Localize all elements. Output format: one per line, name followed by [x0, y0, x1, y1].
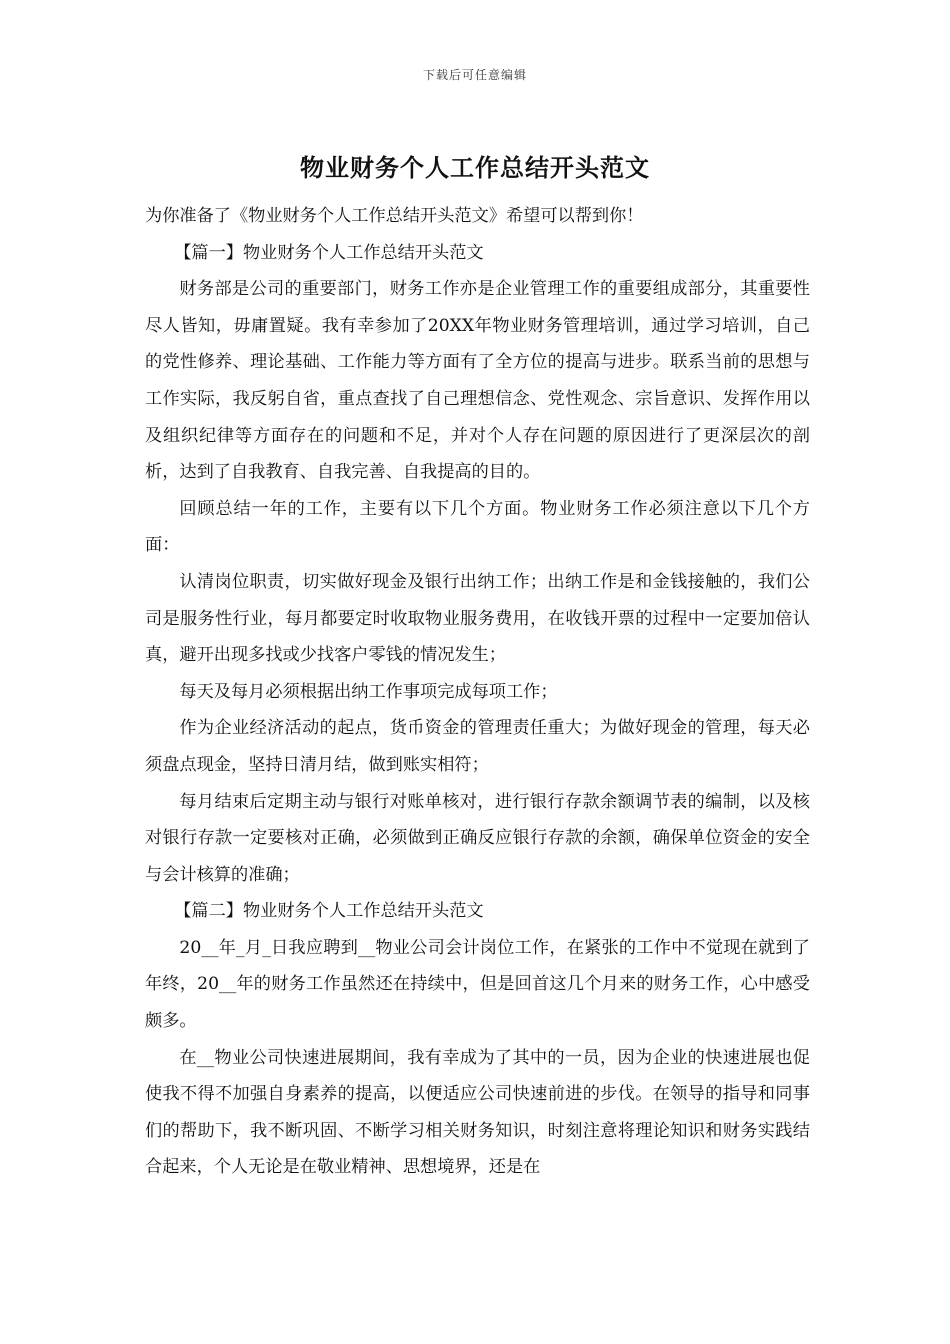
section-heading-1: 【篇一】物业财务个人工作总结开头范文 — [174, 242, 484, 263]
body-paragraph: 回顾总结一年的工作，主要有以下几个方面。物业财务工作必须注意以下几个方面： — [145, 498, 810, 556]
page-header-note: 下载后可任意编辑 — [422, 68, 527, 82]
intro-paragraph: 为你准备了《物业财务个人工作总结开头范文》希望可以帮到你！ — [145, 206, 644, 226]
body-paragraph: 作为企业经济活动的起点，货币资金的管理责任重大；为做好现金的管理，每天必须盘点现金，坚持日清月结，做到账实相符； — [145, 718, 810, 775]
body-paragraph: 财务部是公司的重要部门，财务工作亦是企业管理工作的重要组成部分，其重要性尽人皆知，毋庸置疑。我有幸参加了20XX年物业财务管理培训，通过学习培训，自己的党性修养、理论基础、工作能力等方面有了全方位的提高与进步。联系当前的思想与工作实际，我反躬自省，重点查找了自己理想信念、党性观念、宗旨意识、发挥作用以及组织纪律等方面存在的问题和不足，并对个人存在问题的原因进行了更深层次的剖析，达到了自我教育、自我完善、自我提高的目的。 — [145, 279, 810, 483]
body-paragraph: 每月结束后定期主动与银行对账单核对，进行银行存款余额调节表的编制，以及核对银行存款一定要核对正确，必须做到正确反应银行存款的余额，确保单位资金的安全与会计核算的准确； — [145, 791, 810, 885]
body-paragraph: 在__物业公司快速进展期间，我有幸成为了其中的一员，因为企业的快速进展也促使我不得不加强自身素养的提高，以便适应公司快速前进的步伐。在领导的指导和同事们的帮助下，我不断巩固、不断学习相关财务知识，时刻注意将理论知识和财务实践结合起来，个人无论是在敬业精神、思想境界，还是在 — [145, 1047, 810, 1178]
document-title: 物业财务个人工作总结开头范文 — [300, 153, 650, 182]
body-paragraph: 认清岗位职责，切实做好现金及银行出纳工作；出纳工作是和金钱接触的，我们公司是服务性行业，每月都要定时收取物业服务费用，在收钱开票的过程中一定要加倍认真，避开出现多找或少找客户零钱的情况发生； — [145, 571, 810, 666]
document-body — [145, 198, 810, 1186]
body-paragraph: 20__年_月_日我应聘到__物业公司会计岗位工作，在紧张的工作中不觉现在就到了年终，20__年的财务工作虽然还在持续中，但是回首这几个月来的财务工作，心中感受颇多。 — [145, 937, 810, 1032]
body-paragraph: 每天及每月必须根据出纳工作事项完成每项工作； — [179, 681, 558, 702]
section-heading-2: 【篇二】物业财务个人工作总结开头范文 — [174, 901, 484, 922]
